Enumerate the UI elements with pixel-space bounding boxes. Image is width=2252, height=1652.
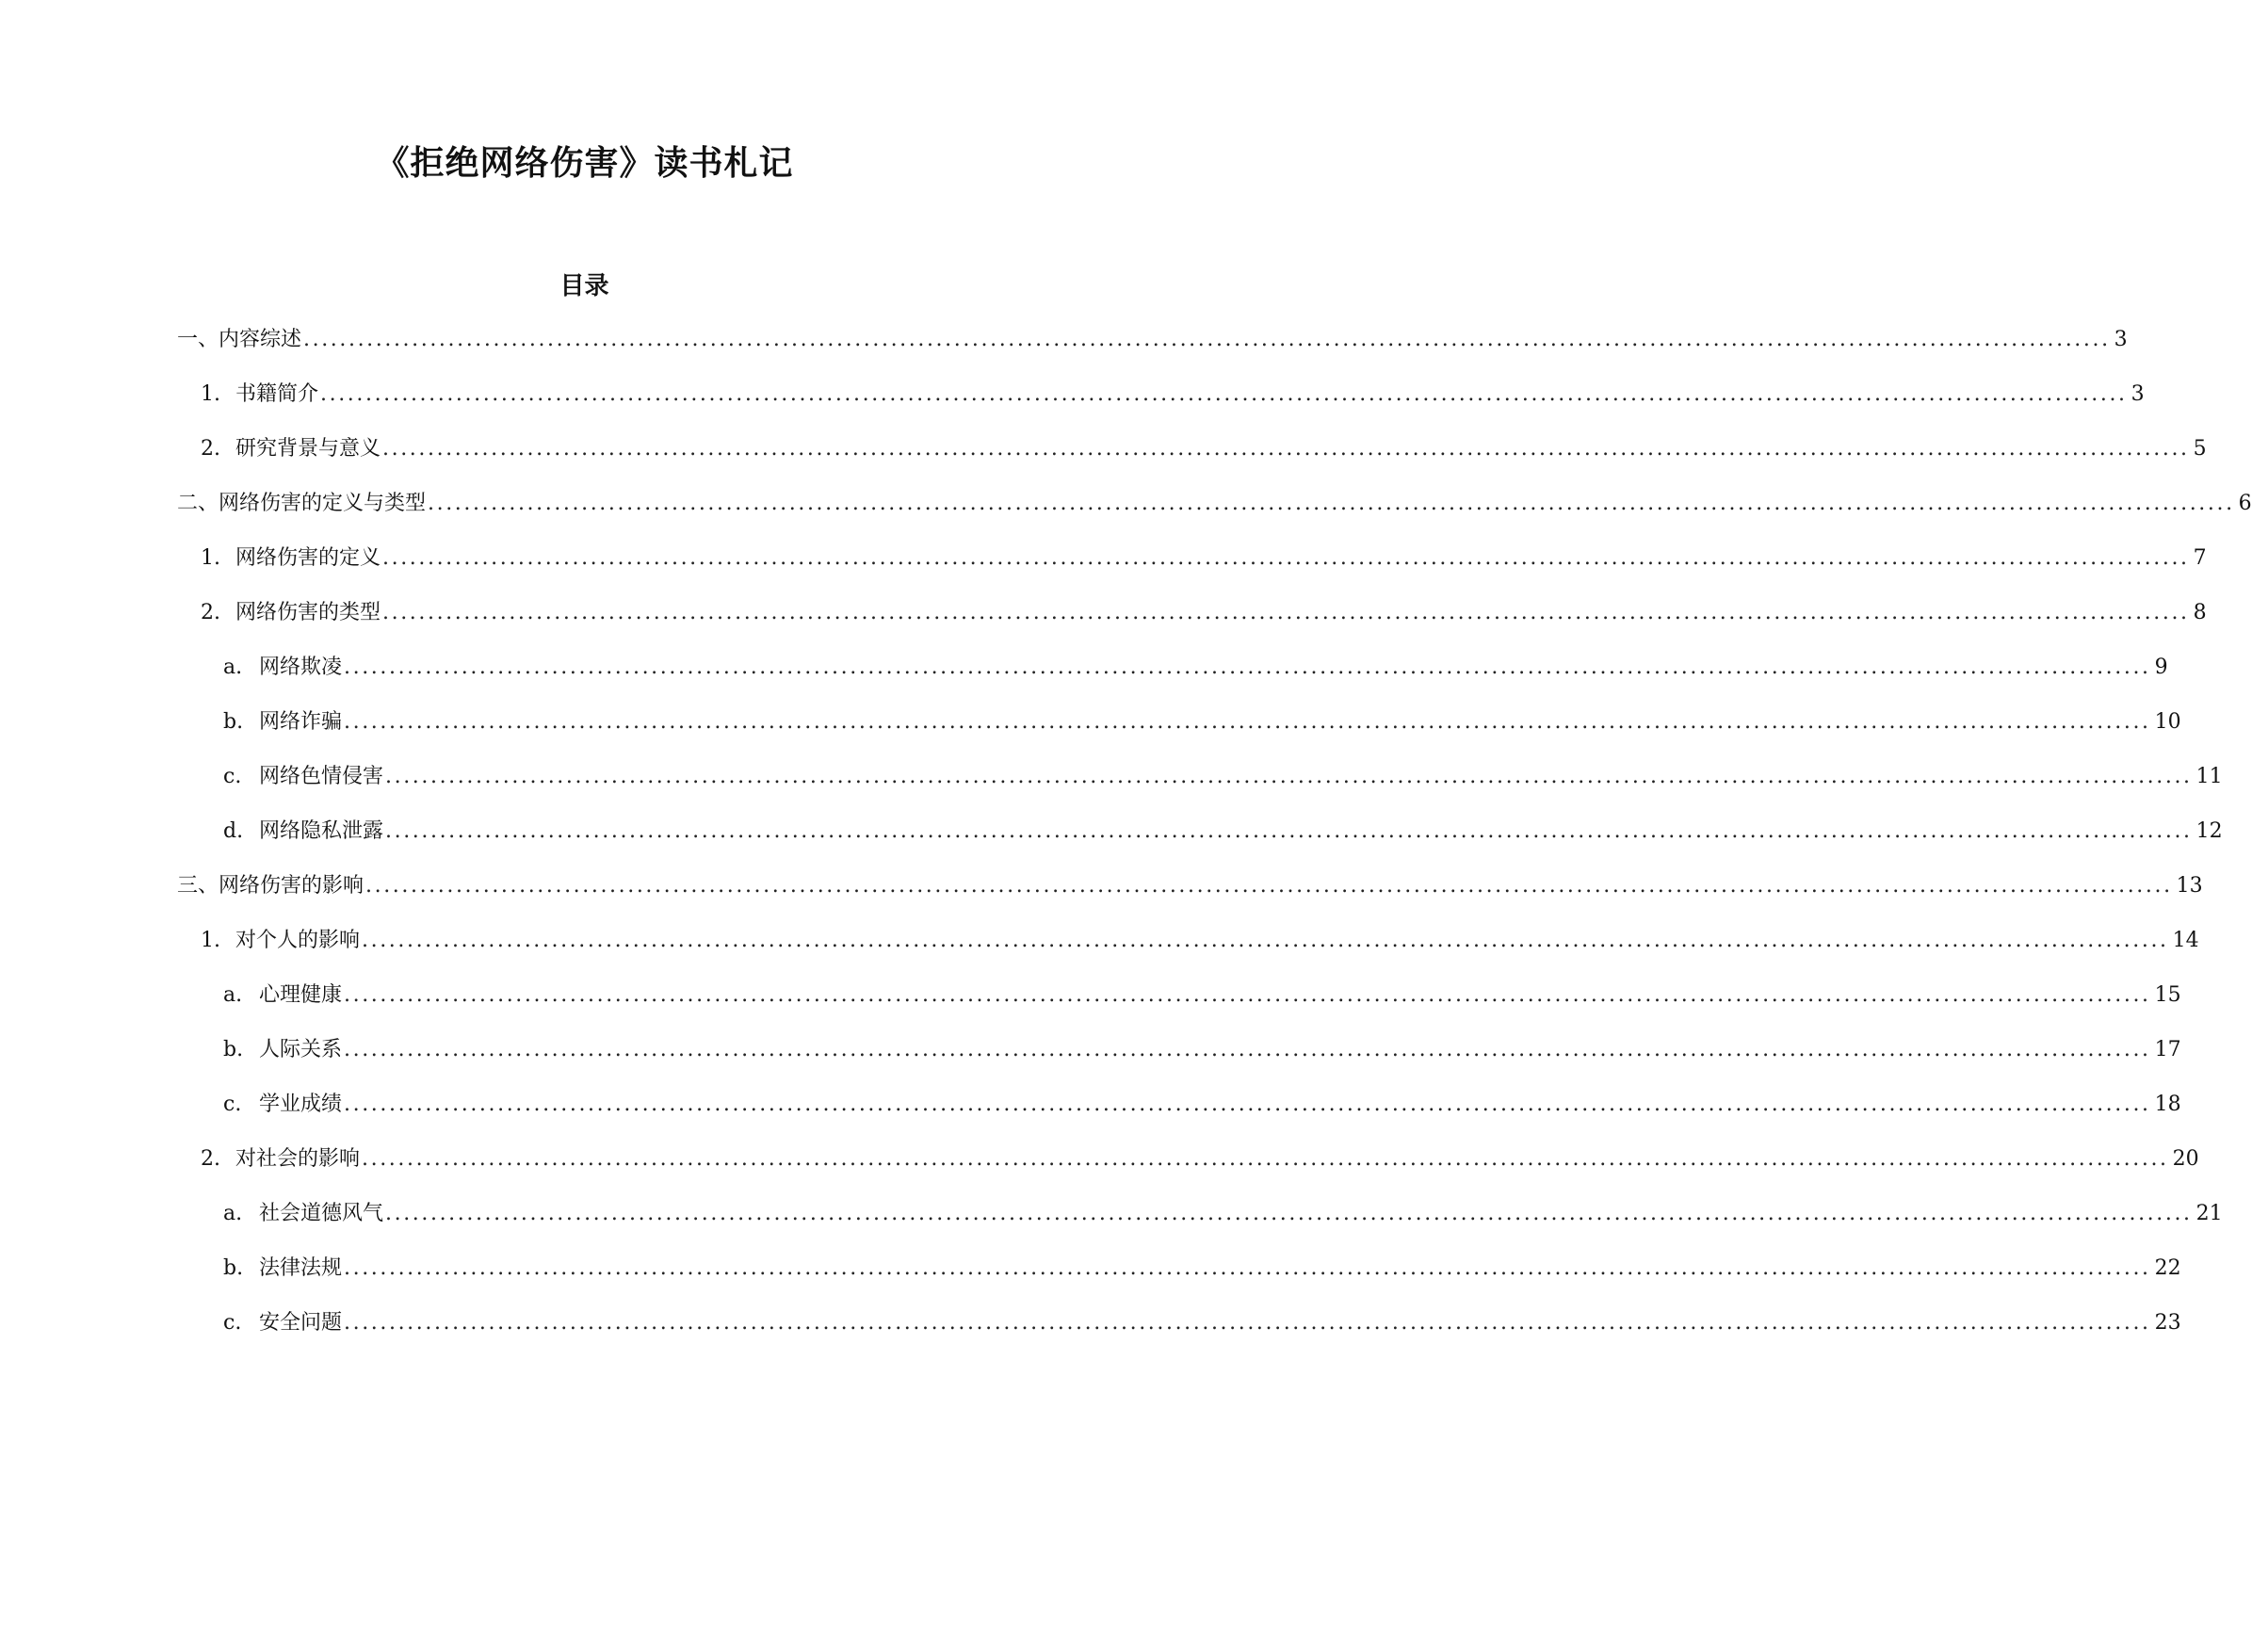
toc-entry-number: a. [223, 1202, 243, 1225]
toc-entry-title: 人际关系 [259, 1038, 343, 1061]
toc-entry-cyberbullying[interactable] [223, 652, 2168, 684]
toc-entry-number: c. [223, 765, 242, 788]
dot-leader: ........................................................................................................................................................................................................ [344, 710, 2151, 734]
toc-entry-pornography[interactable] [223, 761, 2223, 793]
toc-entry-page: 8 [2193, 601, 2207, 624]
toc-entry-social-impact[interactable] [201, 1143, 2199, 1175]
dot-leader: ........................................................................................................................................................................................................ [362, 1147, 2169, 1171]
dot-leader: ........................................................................................................................................................................................................ [365, 874, 2173, 898]
dot-leader: ........................................................................................................................................................................................................ [344, 656, 2151, 679]
toc-entry-privacy[interactable] [223, 816, 2223, 848]
toc-entry-page: 23 [2154, 1311, 2181, 1335]
toc-entry-definition[interactable] [201, 543, 2207, 575]
dot-leader: ........................................................................................................................................................................................................ [344, 1311, 2151, 1335]
dot-leader: ........................................................................................................................................................................................................ [320, 382, 2128, 406]
toc-entry-number: 1. [201, 929, 220, 952]
toc-entry-number: a. [223, 983, 243, 1007]
toc-entry-law[interactable] [223, 1253, 2181, 1285]
toc-entry-background[interactable] [201, 433, 2207, 465]
toc-entry-title: 法律法规 [259, 1256, 343, 1280]
toc-entry-title: 社会道德风气 [259, 1202, 384, 1225]
toc-entry-number: 2. [201, 1147, 220, 1171]
toc-entry-title: 网络欺凌 [259, 656, 343, 679]
toc-entry-page: 3 [2114, 328, 2128, 351]
toc-entry-page: 12 [2195, 819, 2223, 843]
toc-entry-number: a. [223, 656, 243, 679]
toc-entry-relationships[interactable] [223, 1034, 2181, 1066]
toc-entry-fraud[interactable] [223, 706, 2181, 738]
toc-entry-page: 15 [2154, 983, 2181, 1007]
toc-entry-title: 网络诈骗 [259, 710, 343, 734]
toc-entry-page: 5 [2193, 437, 2207, 461]
toc-entry-number: 三、 [177, 874, 219, 898]
toc-entry-mental-health[interactable] [223, 980, 2181, 1012]
toc-entry-page: 20 [2172, 1147, 2199, 1171]
toc-entry-number: 1. [201, 546, 220, 570]
toc-entry-title: 网络伤害的定义与类型 [219, 492, 427, 515]
toc-entry-title: 研究背景与意义 [235, 437, 381, 461]
toc-entry-title: 内容综述 [219, 328, 302, 351]
toc-entry-title: 网络色情侵害 [259, 765, 384, 788]
toc-entry-number: c. [223, 1311, 242, 1335]
dot-leader: ........................................................................................................................................................................................................ [382, 437, 2190, 461]
dot-leader: ........................................................................................................................................................................................................ [344, 1256, 2151, 1280]
document-title: 《拒绝网络伤害》读书札记 [375, 143, 794, 183]
toc-entry-title: 网络隐私泄露 [259, 819, 384, 843]
dot-leader: ........................................................................................................................................................................................................ [344, 1093, 2151, 1116]
toc-entry-page: 18 [2154, 1093, 2181, 1116]
toc-entry-page: 6 [2238, 492, 2252, 515]
dot-leader: ........................................................................................................................................................................................................ [362, 929, 2169, 952]
toc-entry-title: 安全问题 [259, 1311, 343, 1335]
toc-entry-page: 14 [2172, 929, 2199, 952]
toc-entry-title: 网络伤害的影响 [219, 874, 365, 898]
toc-entry-section-1[interactable] [177, 324, 2128, 356]
dot-leader: ........................................................................................................................................................................................................ [385, 765, 2193, 788]
toc-entry-section-3[interactable] [177, 870, 2203, 902]
dot-leader: ........................................................................................................................................................................................................ [344, 983, 2151, 1007]
toc-entry-title: 书籍简介 [235, 382, 319, 406]
dot-leader: ........................................................................................................................................................................................................ [428, 492, 2235, 515]
toc-entry-section-2[interactable] [177, 488, 2252, 520]
toc-entry-number: b. [223, 1256, 244, 1280]
toc-entry-morality[interactable] [223, 1198, 2223, 1230]
toc-entry-number: b. [223, 1038, 244, 1061]
dot-leader: ........................................................................................................................................................................................................ [385, 819, 2193, 843]
dot-leader: ........................................................................................................................................................................................................ [344, 1038, 2151, 1061]
toc-entry-title: 学业成绩 [259, 1093, 343, 1116]
toc-heading: 目录 [559, 272, 609, 300]
toc-entry-page: 13 [2176, 874, 2203, 898]
toc-entry-number: 2. [201, 437, 220, 461]
toc-entry-page: 21 [2195, 1202, 2223, 1225]
toc-entry-page: 10 [2154, 710, 2181, 734]
toc-entry-page: 17 [2154, 1038, 2181, 1061]
toc-entry-title: 对社会的影响 [235, 1147, 361, 1171]
toc-entry-page: 22 [2154, 1256, 2181, 1280]
toc-entry-safety[interactable] [223, 1307, 2181, 1339]
toc-entry-title: 网络伤害的定义 [235, 546, 381, 570]
toc-entry-page: 3 [2130, 382, 2145, 406]
toc-entry-number: 2. [201, 601, 220, 624]
toc-entry-number: 一、 [177, 328, 219, 351]
toc-entry-title: 网络伤害的类型 [235, 601, 381, 624]
dot-leader: ........................................................................................................................................................................................................ [303, 328, 2111, 351]
toc-entry-individual-impact[interactable] [201, 925, 2199, 957]
toc-entry-number: b. [223, 710, 244, 734]
toc-entry-number: c. [223, 1093, 242, 1116]
toc-entry-page: 7 [2193, 546, 2207, 570]
dot-leader: ........................................................................................................................................................................................................ [382, 601, 2190, 624]
dot-leader: ........................................................................................................................................................................................................ [385, 1202, 2193, 1225]
toc-entry-page: 9 [2154, 656, 2168, 679]
toc-entry-number: d. [223, 819, 244, 843]
dot-leader: ........................................................................................................................................................................................................ [382, 546, 2190, 570]
toc-entry-title: 对个人的影响 [235, 929, 361, 952]
toc-entry-title: 心理健康 [259, 983, 343, 1007]
toc-entry-number: 二、 [177, 492, 219, 515]
toc-entry-number: 1. [201, 382, 220, 406]
toc-entry-book-intro[interactable] [201, 379, 2145, 411]
toc-entry-page: 11 [2195, 765, 2223, 788]
toc-entry-academic[interactable] [223, 1089, 2181, 1121]
toc-entry-types[interactable] [201, 597, 2207, 629]
